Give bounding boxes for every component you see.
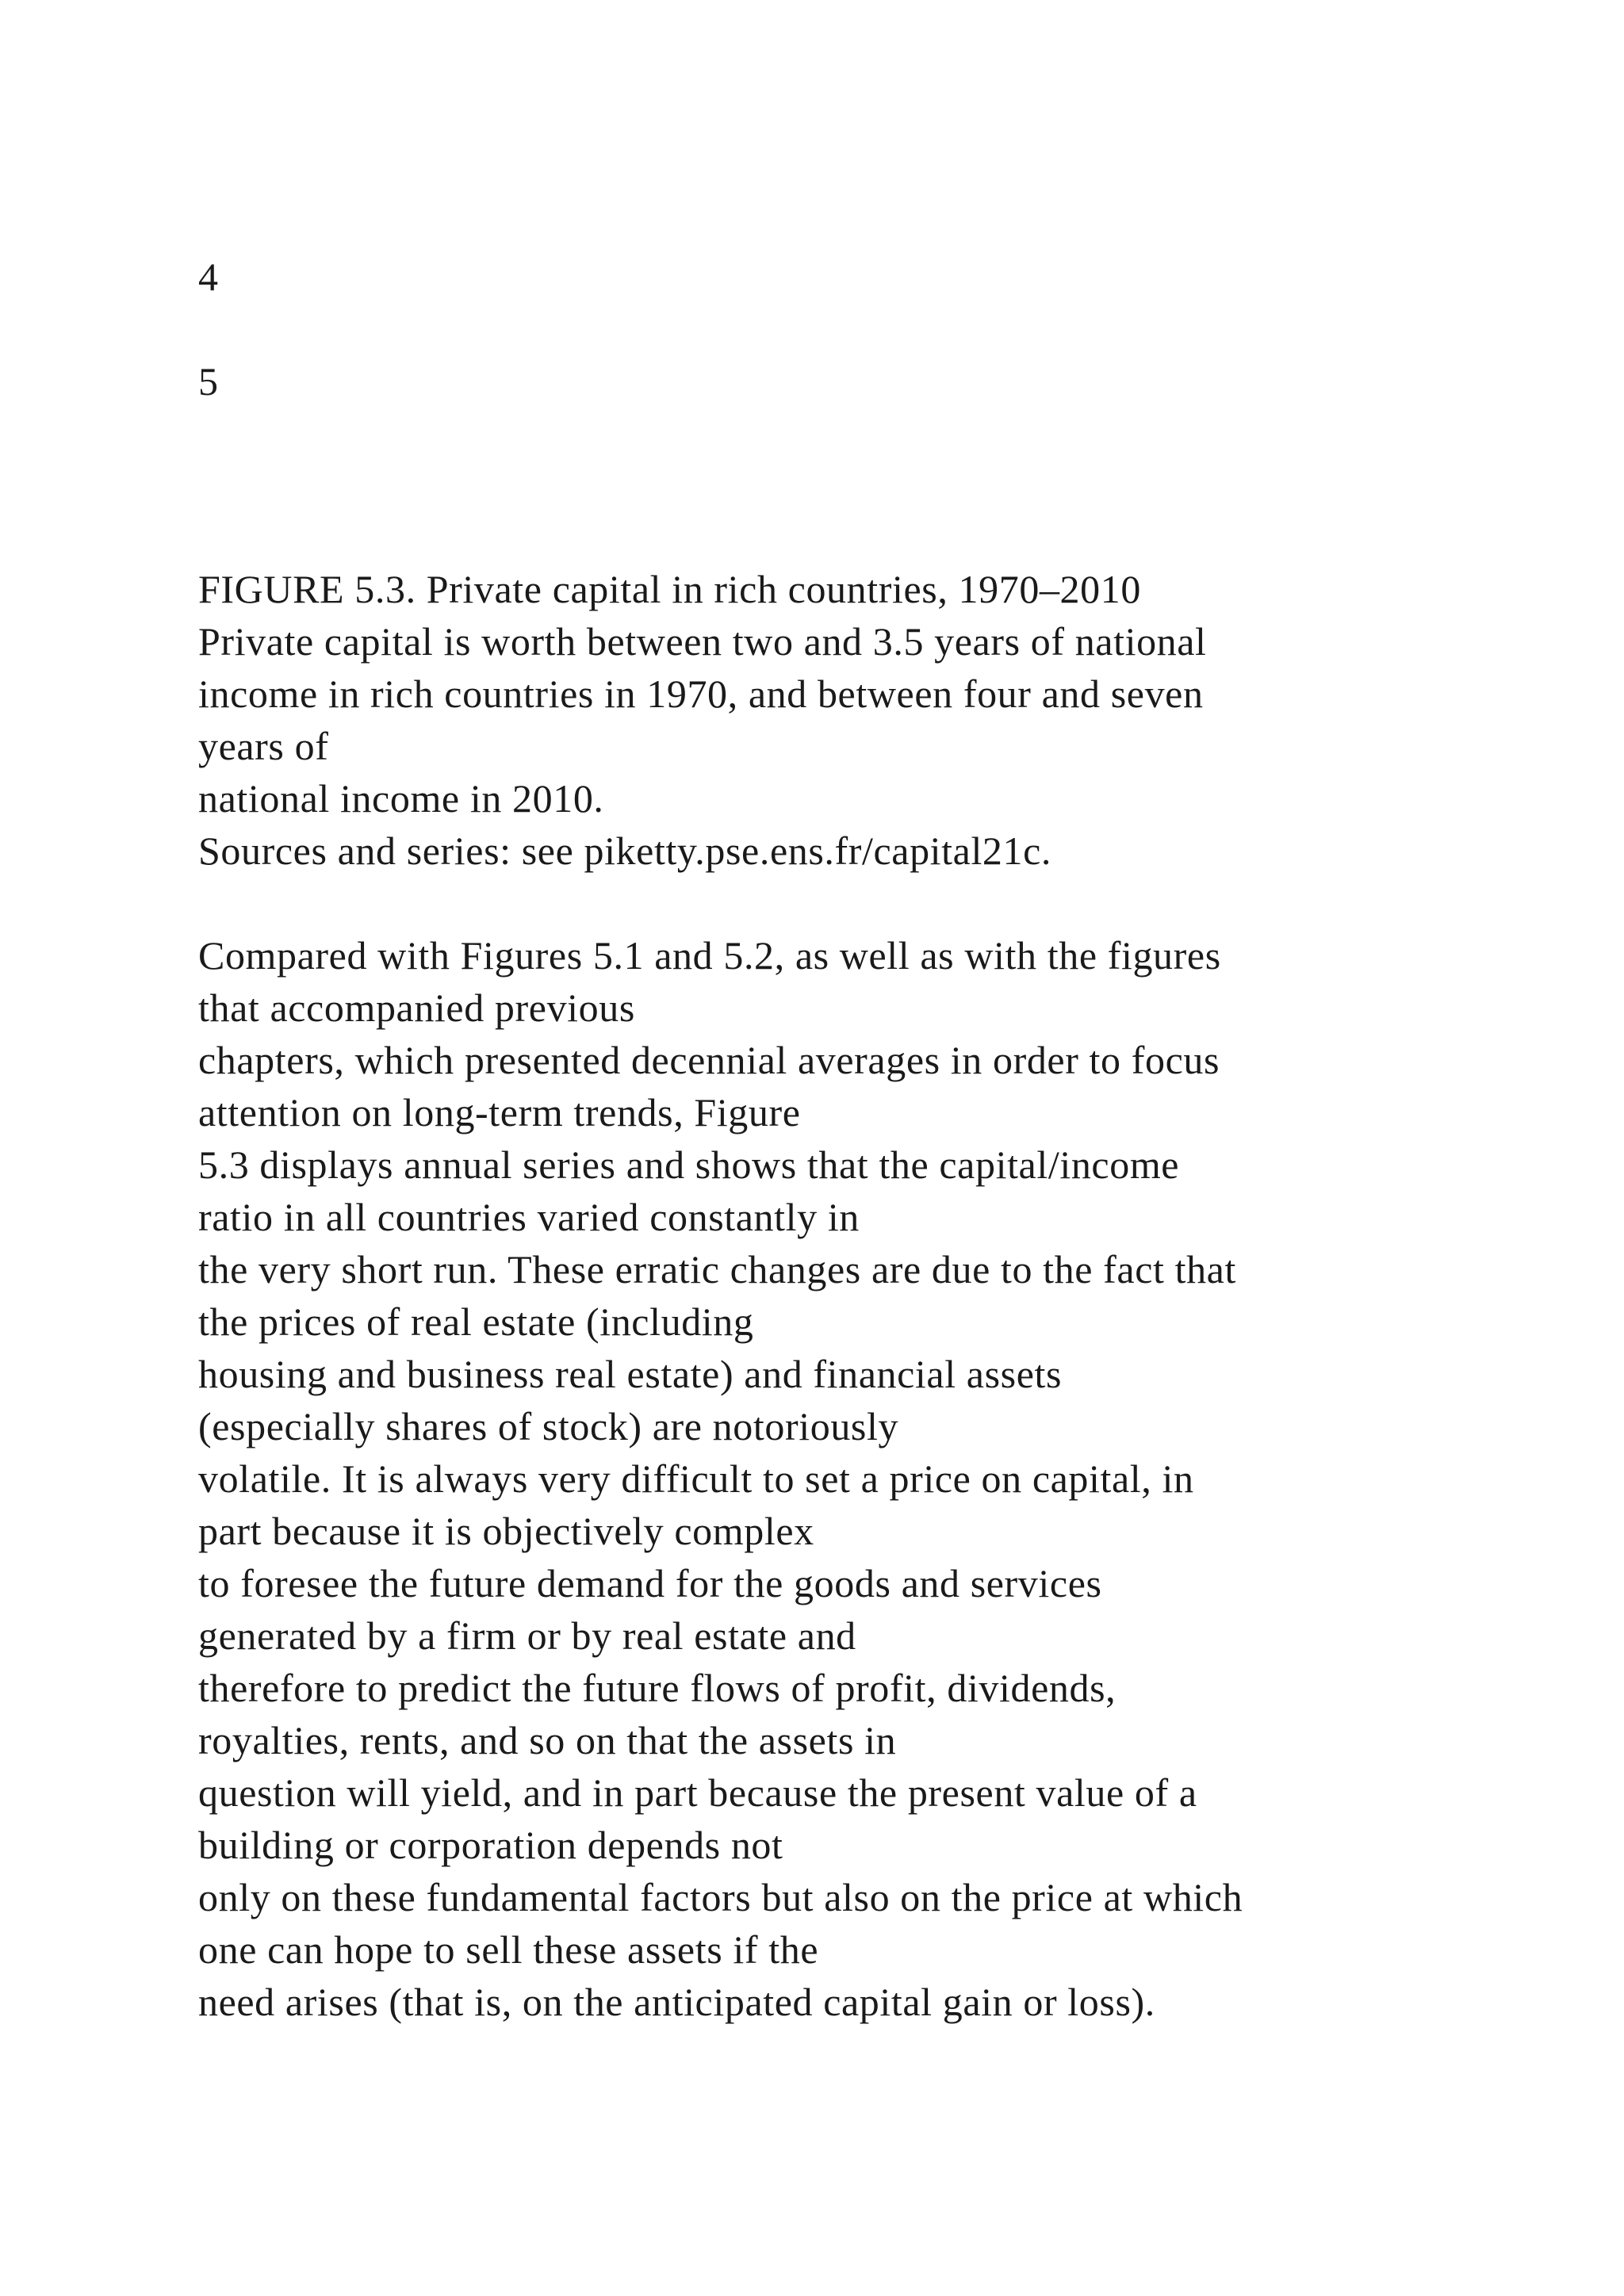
- caption-line: years of: [198, 724, 329, 768]
- paragraph-line: need arises (that is, on the anticipated capital gain or loss).: [198, 1980, 1155, 2024]
- paragraph-line: only on these fundamental factors but also on the price at which: [198, 1875, 1243, 1919]
- paragraph-line: housing and business real estate) and financial assets: [198, 1352, 1063, 1396]
- paragraph-line: question will yield, and in part because the present value of a: [198, 1770, 1197, 1815]
- document-page: [198, 0, 1594, 2296]
- paragraph-line: the very short run. These erratic changes are due to the fact that: [198, 1247, 1236, 1292]
- paragraph-line: (especially shares of stock) are notoriously: [198, 1404, 899, 1448]
- page-number-5: 5: [198, 359, 219, 404]
- caption-line: national income in 2010.: [198, 776, 604, 821]
- paragraph-line: therefore to predict the future flows of profit, dividends,: [198, 1666, 1116, 1710]
- paragraph-line: ratio in all countries varied constantly in: [198, 1195, 860, 1239]
- paragraph-line: 5.3 displays annual series and shows that the capital/income: [198, 1142, 1180, 1187]
- paragraph-line: that accompanied previous: [198, 985, 635, 1030]
- paragraph-line: Compared with Figures 5.1 and 5.2, as well as with the figures: [198, 933, 1221, 978]
- caption-sources: Sources and series: see piketty.pse.ens.fr/capital21c.: [198, 828, 1052, 873]
- paragraph-line: chapters, which presented decennial averages in order to focus: [198, 1038, 1220, 1082]
- paragraph-line: building or corporation depends not: [198, 1823, 783, 1867]
- caption-line: income in rich countries in 1970, and between four and seven: [198, 672, 1204, 716]
- paragraph-line: the prices of real estate (including: [198, 1299, 754, 1344]
- figure-title: FIGURE 5.3. Private capital in rich countries, 1970–2010: [198, 567, 1141, 611]
- paragraph-line: royalties, rents, and so on that the assets in: [198, 1718, 897, 1762]
- paragraph-line: to foresee the future demand for the goods and services: [198, 1561, 1102, 1605]
- paragraph-line: volatile. It is always very difficult to set a price on capital, in: [198, 1456, 1194, 1501]
- paragraph-line: part because it is objectively complex: [198, 1509, 814, 1553]
- page-number-4: 4: [198, 254, 219, 299]
- caption-line: Private capital is worth between two and 3.5 years of national: [198, 619, 1207, 664]
- paragraph-line: one can hope to sell these assets if the: [198, 1927, 819, 1972]
- paragraph-line: attention on long-term trends, Figure: [198, 1090, 801, 1135]
- paragraph-line: generated by a firm or by real estate and: [198, 1613, 856, 1658]
